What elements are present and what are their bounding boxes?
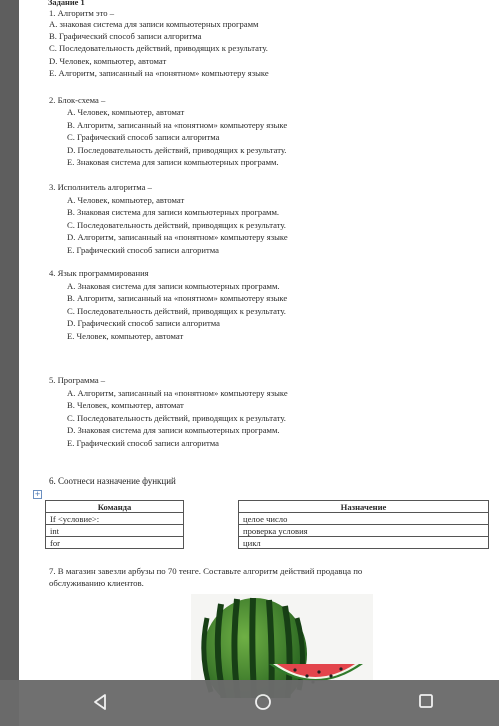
command-cell: int — [46, 525, 184, 537]
q1-option-b: В. Графический способ записи алгоритма — [49, 31, 202, 41]
question-7-line2: обслуживанию клиентов. — [49, 578, 144, 588]
system-navigation-bar — [0, 680, 499, 726]
command-table-header: Команда — [46, 501, 184, 513]
q1-option-e: Е. Алгоритм, записанный на «понятном» компьютеру языке — [49, 68, 269, 78]
question-1-title: 1. Алгоритм это – — [49, 8, 115, 18]
q2-option-d: D. Последовательность действий, приводящих к результату. — [67, 145, 287, 155]
q4-option-c: С. Последовательность действий, приводящих к результату. — [67, 306, 286, 316]
q4-option-e: Е. Человек, компьютер, автомат — [67, 331, 184, 341]
document-page — [19, 0, 499, 726]
command-cell: for — [46, 537, 184, 549]
q5-option-a: А. Алгоритм, записанный на «понятном» компьютеру языке — [67, 388, 288, 398]
question-6-title: 6. Соотнеси назначение функций — [49, 476, 176, 486]
q3-option-c: С. Последовательность действий, приводящих к результату. — [67, 220, 286, 230]
purpose-table — [238, 500, 489, 549]
recent-apps-icon[interactable] — [418, 693, 434, 714]
q5-option-e: Е. Графический способ записи алгоритма — [67, 438, 219, 448]
q4-option-b: В. Алгоритм, записанный на «понятном» компьютеру языке — [67, 293, 288, 303]
purpose-table-header: Назначение — [239, 501, 489, 513]
q3-option-d: D. Алгоритм, записанный на «понятном» компьютеру языке — [67, 232, 288, 242]
q5-option-d: D. Знаковая система для записи компьютерных программ. — [67, 425, 280, 435]
q2-option-a: А. Человек, компьютер, автомат — [67, 107, 185, 117]
question-2-title: 2. Блок-схема – — [49, 95, 106, 105]
question-5-title: 5. Программа – — [49, 375, 106, 385]
q1-option-c: С. Последовательность действий, приводящих к результату. — [49, 43, 268, 53]
q3-option-e: Е. Графический способ записи алгоритма — [67, 245, 219, 255]
home-icon[interactable] — [254, 693, 272, 716]
command-table — [45, 500, 184, 549]
q4-option-a: А. Знаковая система для записи компьютерных программ. — [67, 281, 280, 291]
q5-option-b: В. Человек, компьютер, автомат — [67, 400, 184, 410]
q1-option-d: D. Человек, компьютер, автомат — [49, 56, 167, 66]
back-icon[interactable] — [92, 693, 108, 716]
q2-option-b: В. Алгоритм, записанный на «понятном» компьютеру языке — [67, 120, 288, 130]
document-header: Задание 1 — [48, 0, 85, 7]
purpose-cell: целое число — [239, 513, 489, 525]
q2-option-c: С. Графический способ записи алгоритма — [67, 132, 220, 142]
q2-option-e: Е. Знаковая система для записи компьютерных программ. — [67, 157, 279, 167]
q3-option-a: А. Человек, компьютер, автомат — [67, 195, 185, 205]
q5-option-c: С. Последовательность действий, приводящих к результату. — [67, 413, 286, 423]
purpose-cell: проверка условия — [239, 525, 489, 537]
q4-option-d: D. Графический способ записи алгоритма — [67, 318, 220, 328]
question-3-title: 3. Исполнитель алгоритма – — [49, 182, 152, 192]
expand-plus-icon[interactable]: + — [34, 490, 41, 498]
command-cell: If <условие>: — [46, 513, 184, 525]
q3-option-b: В. Знаковая система для записи компьютерных программ. — [67, 207, 280, 217]
question-7-line1: 7. В магазин завезли арбузы по 70 тенге. Составьте алгоритм действий продавца по — [49, 566, 363, 576]
q1-option-a: А. знаковая система для записи компьютерных программ — [49, 19, 259, 29]
question-4-title: 4. Язык программирования — [49, 268, 149, 278]
purpose-cell: цикл — [239, 537, 489, 549]
